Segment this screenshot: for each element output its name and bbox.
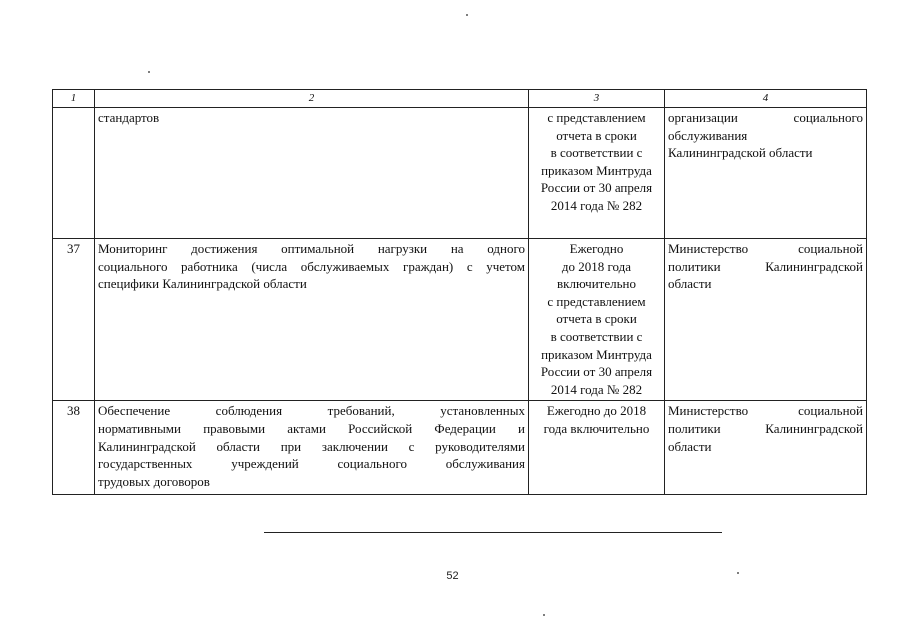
column-header-deadline: 3 bbox=[529, 90, 665, 108]
page-number: 52 bbox=[446, 570, 459, 582]
scan-speck bbox=[737, 572, 739, 574]
activity-line: трудовых договоров bbox=[98, 473, 210, 489]
executor-line: Министерство социальной bbox=[668, 241, 863, 256]
deadline-line: до 2018 года bbox=[561, 258, 632, 274]
deadline-line: Ежегодно bbox=[569, 241, 624, 256]
deadline-line: включительно bbox=[557, 276, 636, 292]
row-number bbox=[53, 108, 95, 239]
footer-divider bbox=[264, 532, 722, 533]
deadline-line: приказом Минтруда bbox=[541, 162, 652, 178]
deadline-line: в соответствии с bbox=[550, 328, 643, 344]
activity-line: нормативными правовыми актами Российской Федерации и bbox=[98, 420, 525, 436]
scan-speck bbox=[148, 71, 150, 73]
executor-line: Министерство социальной bbox=[668, 403, 863, 419]
deadline-line: с представлением bbox=[547, 110, 646, 125]
deadline-line: России от 30 апреля bbox=[540, 364, 653, 380]
deadline-line: России от 30 апреля bbox=[540, 180, 653, 196]
activity-plan-table bbox=[52, 89, 867, 495]
activity-line: стандартов bbox=[98, 110, 160, 125]
activity-cell bbox=[95, 401, 529, 495]
table-row bbox=[53, 401, 867, 495]
executor-line: области bbox=[668, 438, 712, 454]
activity-line: Обеспечение соблюдения требований, установленных bbox=[98, 403, 525, 419]
executor-line: обслуживания bbox=[668, 127, 748, 143]
deadline-line: 2014 года № 282 bbox=[550, 197, 643, 213]
deadline-line: с представлением bbox=[547, 293, 646, 309]
activity-line: Мониторинг достижения оптимальной нагрузки на одного bbox=[98, 241, 525, 256]
activity-cell bbox=[95, 239, 529, 401]
row-number: 38 bbox=[53, 401, 95, 495]
deadline-line: 2014 года № 282 bbox=[550, 381, 643, 397]
deadline-line: приказом Минтруда bbox=[541, 346, 652, 362]
executor-line: организации социального bbox=[668, 110, 863, 125]
deadline-line: Ежегодно до 2018 bbox=[546, 403, 647, 419]
deadline-cell bbox=[529, 108, 665, 239]
executor-line: области bbox=[668, 276, 712, 292]
executor-cell bbox=[665, 108, 867, 239]
executor-cell bbox=[665, 239, 867, 401]
column-header-executor: 4 bbox=[665, 90, 867, 108]
executor-line: политики Калининградской bbox=[668, 420, 863, 436]
deadline-cell bbox=[529, 401, 665, 495]
row-number: 37 bbox=[53, 239, 95, 401]
scan-speck bbox=[543, 614, 545, 616]
executor-line: политики Калининградской bbox=[668, 258, 863, 274]
activity-line: специфики Калининградской области bbox=[98, 276, 307, 292]
deadline-line: года включительно bbox=[543, 420, 650, 436]
deadline-line: отчета в сроки bbox=[556, 311, 637, 327]
activity-line: социального работника (числа обслуживаемых граждан) с учетом bbox=[98, 258, 525, 274]
table-row bbox=[53, 108, 867, 239]
column-header-number: 1 bbox=[53, 90, 95, 108]
activity-cell bbox=[95, 108, 529, 239]
scan-speck bbox=[466, 14, 468, 16]
table-header-row bbox=[53, 90, 867, 108]
deadline-line: отчета в сроки bbox=[556, 127, 637, 143]
column-header-activity: 2 bbox=[95, 90, 529, 108]
table-row bbox=[53, 239, 867, 401]
executor-cell bbox=[665, 401, 867, 495]
activity-line: государственных учреждений социального обслуживания bbox=[98, 456, 525, 472]
executor-line: Калининградской области bbox=[668, 145, 813, 161]
deadline-cell bbox=[529, 239, 665, 401]
activity-line: Калининградской области при заключении с руководителями bbox=[98, 438, 525, 454]
deadline-line: в соответствии с bbox=[550, 145, 643, 161]
